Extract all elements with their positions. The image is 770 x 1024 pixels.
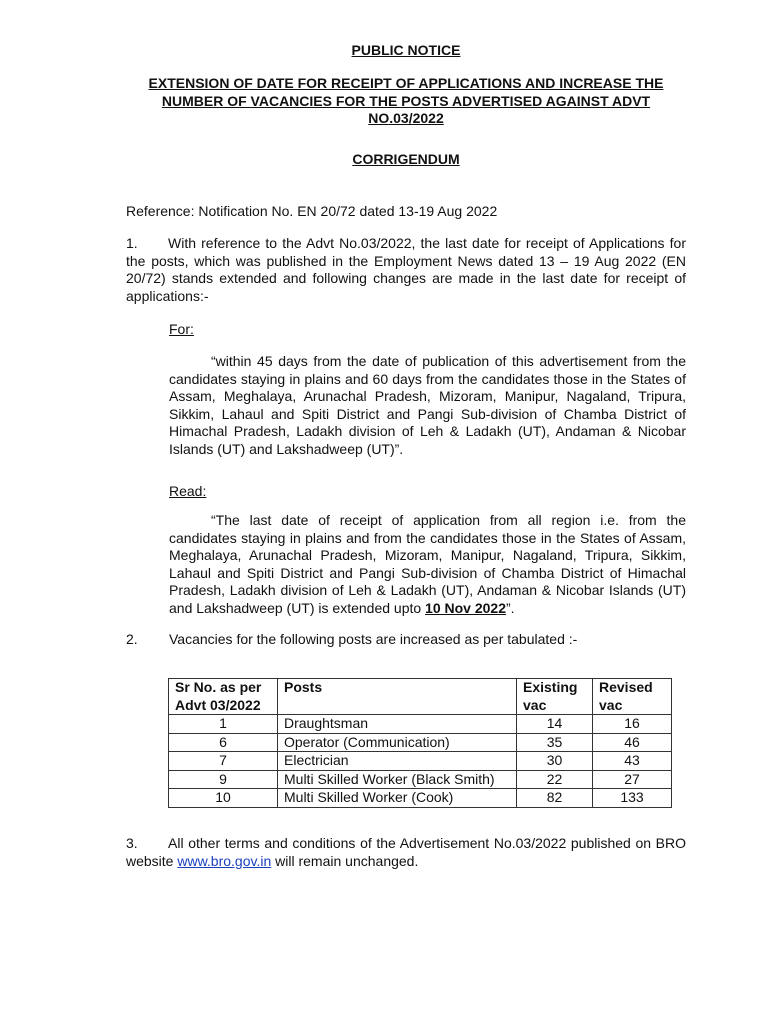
cell-sr-no: 1 [169,715,278,734]
paragraph-3-number: 3. [126,835,138,851]
paragraph-1-text: With reference to the Advt No.03/2022, the last date for receipt of Applications for the posts, which was published in the Employment News dated 13 – 19 Aug 2022 (EN 20/72) stands extended and following changes are made in the last date for receipt of applications:- [126,235,686,304]
extended-date: 10 Nov 2022 [425,599,506,616]
reference-line: Reference: Notification No. EN 20/72 dated 13-19 Aug 2022 [126,203,498,219]
cell-existing: 14 [517,715,593,734]
read-text: “The last date of receipt of application from all region i.e. from the candidates staying in plains and from the candidates those in the States of Assam, Meghalaya, Arunachal Pradesh, Mizoram, Manipur, Nagaland, Tripura, Sikkim, Lahaul and Spiti District and Pangi Sub-division of Chamba District of Himachal Pradesh, Ladakh division of Leh & Ladakh (UT), Andaman & Nicobar Islands (UT) and Lakshadweep (UT) is extended upto [169,512,686,616]
paragraph-3-text-end: will remain unchanged. [271,852,419,869]
read-text-end: ”. [506,599,515,616]
cell-sr-no: 7 [169,752,278,771]
cell-post: Operator (Communication) [278,733,517,752]
header-posts: Posts [278,679,517,715]
cell-post: Draughtsman [278,715,517,734]
paragraph-2-number: 2. [126,631,138,647]
cell-existing: 35 [517,733,593,752]
notice-subject: EXTENSION OF DATE FOR RECEIPT OF APPLICATIONS AND INCREASE THE NUMBER OF VACANCIES FOR THE POSTS ADVERTISED AGAINST ADVT NO.03/2022 [148,75,664,126]
vacancy-table [168,678,672,808]
for-text: “within 45 days from the date of publication of this advertisement from the candidates staying in plains and 60 days from the candidates those in the States of Assam, Meghalaya, Arunachal Pradesh, Mizoram, Manipur, Nagaland, Tripura, Sikkim, Lahaul and Spiti District and Pangi Sub-division of Chamba District of Himachal Pradesh, Ladakh division of Leh & Ladakh (UT), Andaman & Nicobar Islands (UT) and Lakshadweep (UT)”. [169,353,686,457]
table-header-row [169,679,672,715]
cell-existing: 22 [517,770,593,789]
cell-sr-no: 9 [169,770,278,789]
cell-post: Multi Skilled Worker (Cook) [278,789,517,808]
page-title: PUBLIC NOTICE [351,42,461,58]
bro-website-link[interactable]: www.bro.gov.in [177,852,272,869]
cell-post: Electrician [278,752,517,771]
cell-revised: 133 [593,789,672,808]
paragraph-3-text: All other terms and conditions of the Advertisement No.03/2022 published on BRO website [126,835,686,869]
read-label: Read: [169,483,207,499]
table-row [169,789,672,808]
table-row [169,733,672,752]
header-revised-vac: Revised vac [593,679,672,715]
paragraph-1-number: 1. [126,235,138,251]
cell-post: Multi Skilled Worker (Black Smith) [278,770,517,789]
paragraph-2 [126,631,578,647]
for-label: For: [169,321,194,337]
header-existing-vac: Existing vac [517,679,593,715]
cell-existing: 30 [517,752,593,771]
table-row [169,770,672,789]
cell-revised: 16 [593,715,672,734]
cell-sr-no: 10 [169,789,278,808]
cell-existing: 82 [517,789,593,808]
cell-revised: 27 [593,770,672,789]
table-row [169,752,672,771]
read-text-block [169,512,686,617]
corrigendum-heading: CORRIGENDUM [352,151,460,167]
cell-sr-no: 6 [169,733,278,752]
header-sr-no: Sr No. as per Advt 03/2022 [169,679,278,715]
paragraph-3 [126,835,686,870]
paragraph-1 [126,235,686,305]
paragraph-2-text: Vacancies for the following posts are increased as per tabulated :- [169,631,578,647]
cell-revised: 46 [593,733,672,752]
table-row [169,715,672,734]
cell-revised: 43 [593,752,672,771]
